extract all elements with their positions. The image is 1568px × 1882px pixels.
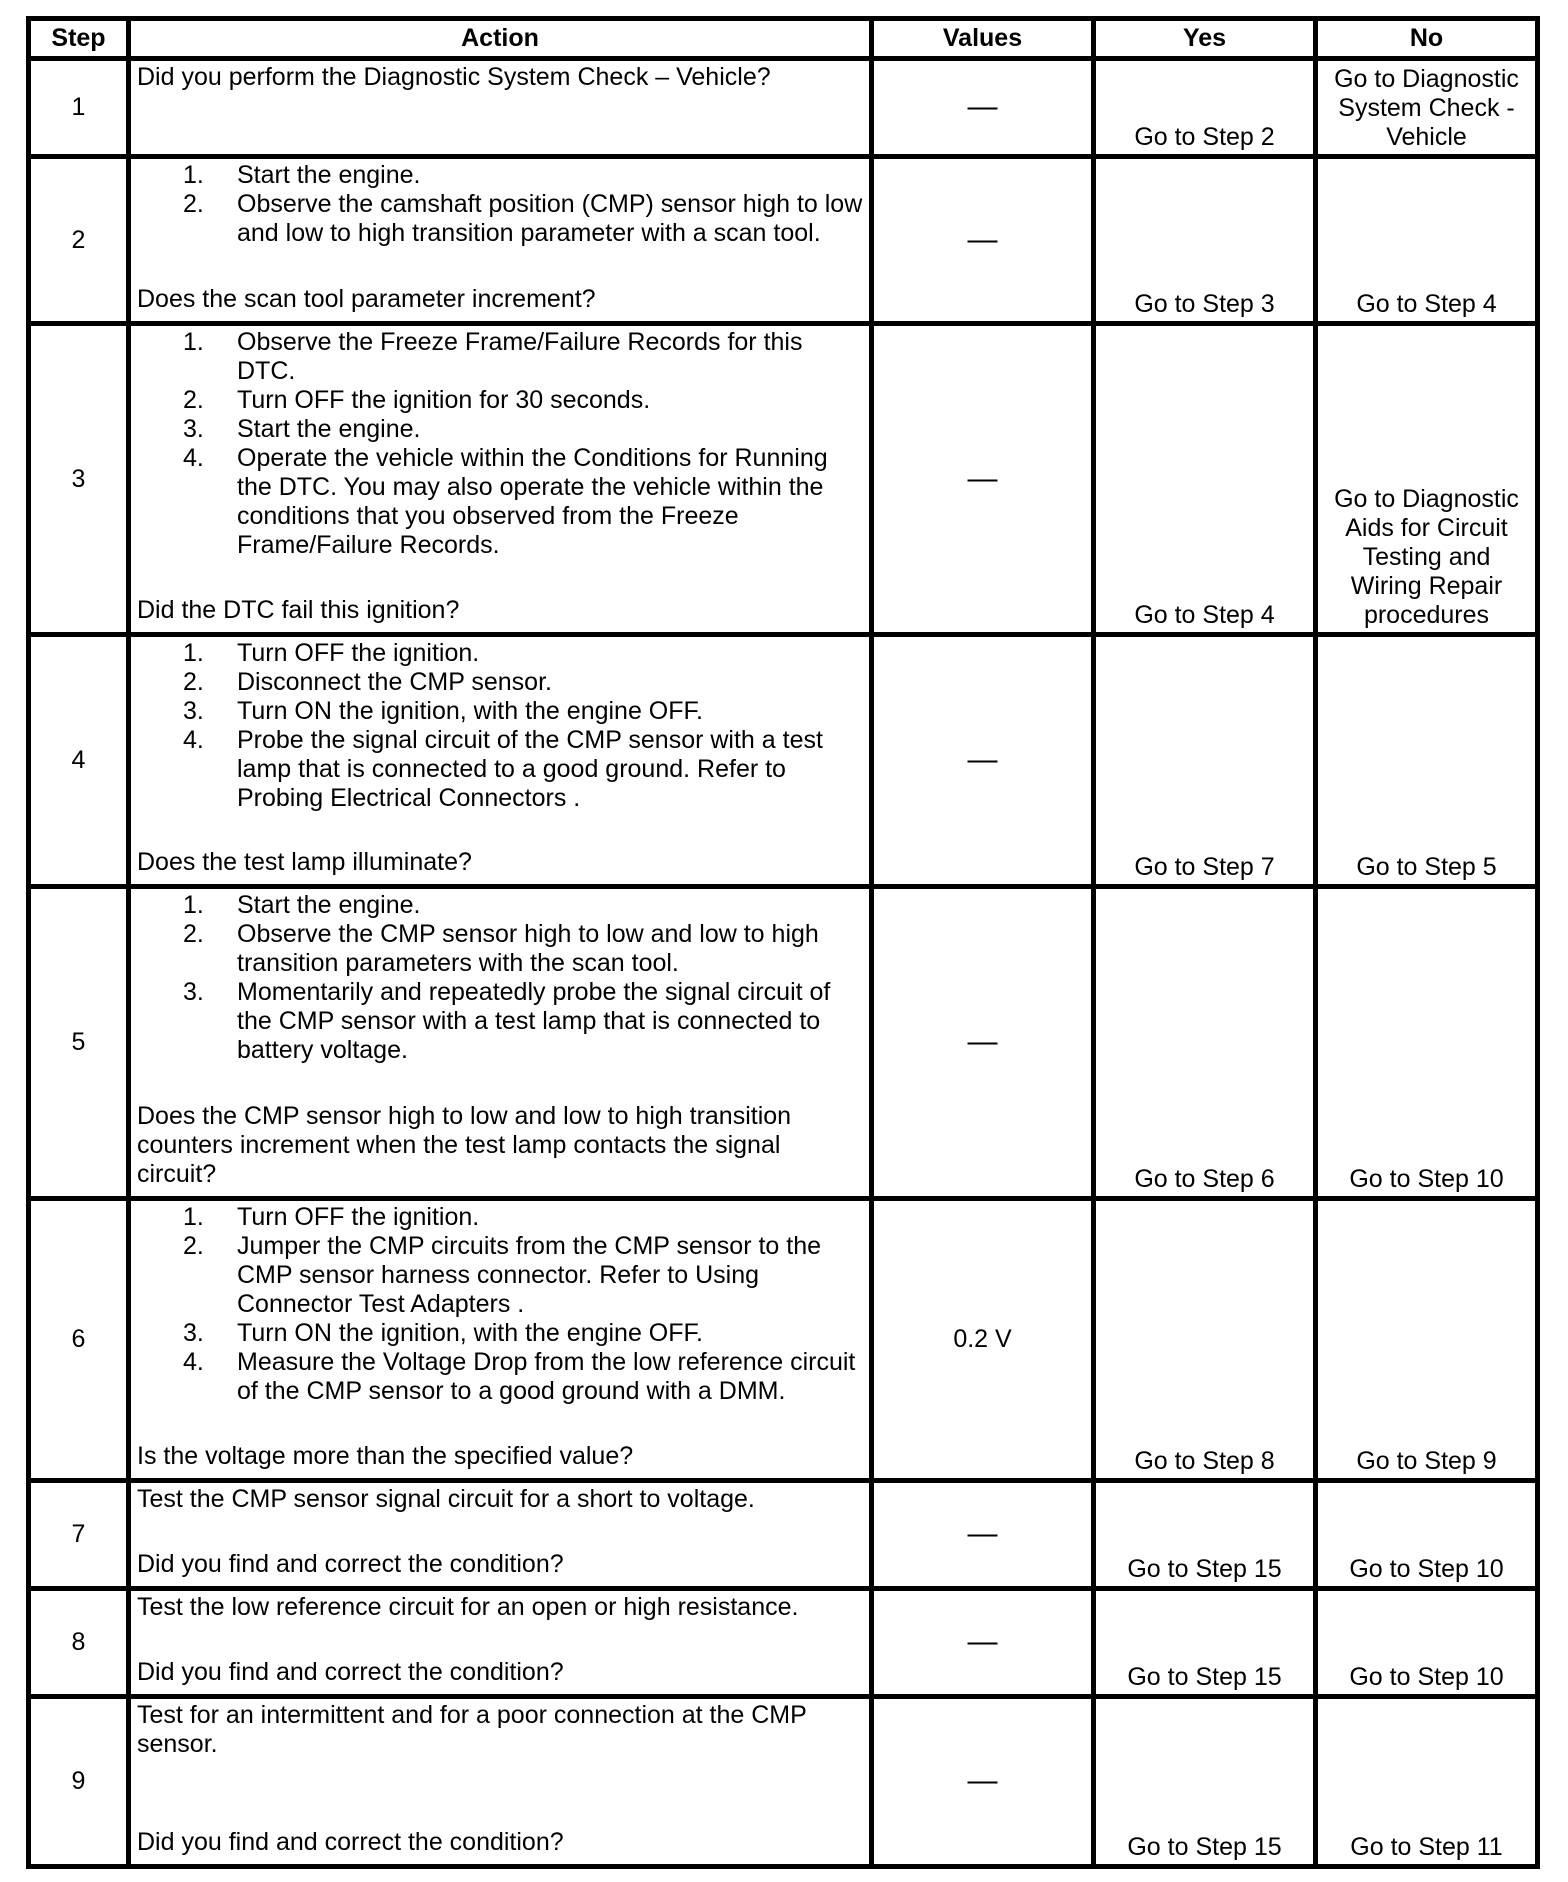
yes-outcome: Go to Step 7 (1094, 635, 1316, 887)
substep-item (183, 639, 863, 668)
action-intro: Test the low reference circuit for an open or high resistance. (137, 1593, 799, 1621)
yes-outcome: Go to Step 15 (1094, 1589, 1316, 1697)
no-outcome: Go to Step 4 (1316, 157, 1538, 324)
substep-item (183, 1348, 863, 1406)
substep-number: 3. (183, 697, 204, 725)
substep-item (183, 190, 863, 248)
table-row (29, 1589, 1538, 1697)
substep-number: 4. (183, 444, 204, 472)
action-question: Did you find and correct the condition? (137, 1550, 564, 1578)
action-question: Did you find and correct the condition? (137, 1658, 564, 1686)
substep-text: Turn OFF the ignition. (237, 639, 480, 667)
substep-text: Jumper the CMP circuits from the CMP sensor to the CMP sensor harness connector. Refer to Using Connector Test Adapters . (237, 1232, 822, 1318)
no-outcome: Go to Step 9 (1316, 1199, 1538, 1481)
value-text: — (967, 461, 998, 495)
step-number: 4 (29, 635, 129, 887)
action-cell (129, 1697, 872, 1867)
table-row (29, 1199, 1538, 1481)
substep-list (137, 328, 863, 560)
table-row (29, 635, 1538, 887)
substep-item (183, 161, 863, 190)
substep-item (183, 444, 863, 560)
step-number: 7 (29, 1481, 129, 1589)
yes-outcome: Go to Step 2 (1094, 59, 1316, 157)
substep-number: 3. (183, 1319, 204, 1347)
substep-number: 3. (183, 978, 204, 1006)
value-text: 0.2 V (953, 1325, 1012, 1353)
substep-number: 1. (183, 639, 204, 667)
substep-number: 2. (183, 668, 204, 696)
action-instructions (137, 1485, 863, 1514)
header-values: Values (872, 19, 1094, 59)
values-cell (872, 1589, 1094, 1697)
value-text: — (967, 1625, 998, 1658)
action-question: Did you find and correct the condition? (137, 1828, 564, 1856)
step-number: 2 (29, 157, 129, 324)
action-cell (129, 1589, 872, 1697)
action-intro: Did you perform the Diagnostic System Check – Vehicle? (137, 63, 771, 91)
substep-item (183, 891, 863, 920)
substep-text: Turn OFF the ignition. (237, 1203, 480, 1231)
diagnostic-table (26, 16, 1540, 1869)
substep-number: 1. (183, 161, 204, 189)
action-instructions (137, 328, 863, 560)
substep-item (183, 697, 863, 726)
values-cell (872, 1199, 1094, 1481)
action-question: Did the DTC fail this ignition? (137, 596, 460, 624)
table-row (29, 324, 1538, 635)
yes-outcome: Go to Step 15 (1094, 1481, 1316, 1589)
action-question: Does the test lamp illuminate? (137, 848, 472, 876)
substep-item (183, 1319, 863, 1348)
value-text: — (967, 1025, 998, 1058)
action-question: Does the CMP sensor high to low and low to high transition counters increment when the test lamp contacts the signal circuit? (137, 1102, 792, 1188)
header-row (29, 19, 1538, 59)
action-instructions (137, 1701, 863, 1759)
action-instructions (137, 639, 863, 813)
substep-number: 4. (183, 1348, 204, 1376)
substep-text: Start the engine. (237, 891, 421, 919)
action-question: Is the voltage more than the specified value? (137, 1442, 634, 1470)
substep-item (183, 726, 863, 813)
substep-text: Momentarily and repeatedly probe the signal circuit of the CMP sensor with a test lamp that is connected to battery voltage. (237, 978, 831, 1064)
no-outcome: Go to Step 5 (1316, 635, 1538, 887)
action-intro: Test the CMP sensor signal circuit for a short to voltage. (137, 1485, 755, 1513)
table-row (29, 887, 1538, 1199)
no-outcome: Go to Diagnostic Aids for Circuit Testing and Wiring Repair procedures (1316, 324, 1538, 635)
value-text: — (967, 90, 998, 123)
action-cell (129, 157, 872, 324)
substep-item (183, 978, 863, 1065)
substep-list (137, 639, 863, 813)
no-outcome: Go to Diagnostic System Check - Vehicle (1316, 59, 1538, 157)
substep-text: Turn ON the ignition, with the engine OFF. (237, 1319, 703, 1347)
substep-text: Observe the CMP sensor high to low and low to high transition parameters with the scan tool. (237, 920, 819, 977)
substep-number: 4. (183, 726, 204, 754)
values-cell (872, 59, 1094, 157)
substep-text: Start the engine. (237, 161, 421, 189)
action-instructions (137, 1593, 863, 1622)
action-cell (129, 59, 872, 157)
substep-text: Start the engine. (237, 415, 421, 443)
value-text: — (967, 1764, 998, 1797)
table-row (29, 59, 1538, 157)
substep-text: Turn ON the ignition, with the engine OFF. (237, 697, 703, 725)
step-number: 9 (29, 1697, 129, 1867)
values-cell (872, 324, 1094, 635)
action-cell (129, 1481, 872, 1589)
action-intro: Test for an intermittent and for a poor connection at the CMP sensor. (137, 1701, 807, 1758)
values-cell (872, 1697, 1094, 1867)
substep-text: Measure the Voltage Drop from the low reference circuit of the CMP sensor to a good ground with a DMM. (237, 1348, 856, 1405)
no-outcome: Go to Step 11 (1316, 1697, 1538, 1867)
substep-number: 2. (183, 1232, 204, 1260)
substep-item (183, 1232, 863, 1319)
action-cell (129, 635, 872, 887)
action-instructions (137, 161, 863, 248)
value-text: — (967, 222, 998, 256)
substep-text: Disconnect the CMP sensor. (237, 668, 552, 696)
step-number: 5 (29, 887, 129, 1199)
yes-outcome: Go to Step 8 (1094, 1199, 1316, 1481)
substep-list (137, 891, 863, 1065)
no-outcome: Go to Step 10 (1316, 887, 1538, 1199)
values-cell (872, 1481, 1094, 1589)
header-no: No (1316, 19, 1538, 59)
action-cell (129, 1199, 872, 1481)
value-text: — (967, 1517, 998, 1550)
substep-number: 2. (183, 190, 204, 218)
substep-item (183, 328, 863, 386)
substep-text: Operate the vehicle within the Conditions for Running the DTC. You may also operate the vehicle within the conditions that you observed from the Freeze Frame/Failure Records. (237, 444, 828, 559)
substep-item (183, 1203, 863, 1232)
substep-text: Observe the Freeze Frame/Failure Records for this DTC. (237, 328, 803, 385)
yes-outcome: Go to Step 15 (1094, 1697, 1316, 1867)
values-cell (872, 635, 1094, 887)
action-question: Does the scan tool parameter increment? (137, 285, 596, 313)
action-cell (129, 324, 872, 635)
step-number: 8 (29, 1589, 129, 1697)
substep-number: 1. (183, 1203, 204, 1231)
substep-list (137, 1203, 863, 1406)
yes-outcome: Go to Step 3 (1094, 157, 1316, 324)
substep-item (183, 920, 863, 978)
yes-outcome: Go to Step 6 (1094, 887, 1316, 1199)
substep-item (183, 668, 863, 697)
action-instructions (137, 891, 863, 1065)
no-outcome: Go to Step 10 (1316, 1481, 1538, 1589)
values-cell (872, 887, 1094, 1199)
yes-outcome: Go to Step 4 (1094, 324, 1316, 635)
step-number: 3 (29, 324, 129, 635)
substep-item (183, 386, 863, 415)
substep-text: Observe the camshaft position (CMP) sensor high to low and low to high transition parameter with a scan tool. (237, 190, 863, 247)
substep-text: Turn OFF the ignition for 30 seconds. (237, 386, 651, 414)
step-number: 6 (29, 1199, 129, 1481)
substep-item (183, 415, 863, 444)
substep-number: 2. (183, 920, 204, 948)
action-instructions (137, 1203, 863, 1406)
step-number: 1 (29, 59, 129, 157)
substep-number: 3. (183, 415, 204, 443)
table-row (29, 1481, 1538, 1589)
substep-text: Probe the signal circuit of the CMP sensor with a test lamp that is connected to a good ground. Refer to Probing Electrical Connectors . (237, 726, 823, 812)
action-cell (129, 887, 872, 1199)
substep-number: 2. (183, 386, 204, 414)
value-text: — (967, 743, 998, 776)
header-step: Step (29, 19, 129, 59)
substep-list (137, 161, 863, 248)
substep-number: 1. (183, 328, 204, 356)
substep-number: 1. (183, 891, 204, 919)
header-yes: Yes (1094, 19, 1316, 59)
table-body (29, 59, 1538, 1867)
header-action: Action (129, 19, 872, 59)
no-outcome: Go to Step 10 (1316, 1589, 1538, 1697)
values-cell (872, 157, 1094, 324)
table-row (29, 157, 1538, 324)
action-instructions (137, 63, 863, 92)
table-row (29, 1697, 1538, 1867)
